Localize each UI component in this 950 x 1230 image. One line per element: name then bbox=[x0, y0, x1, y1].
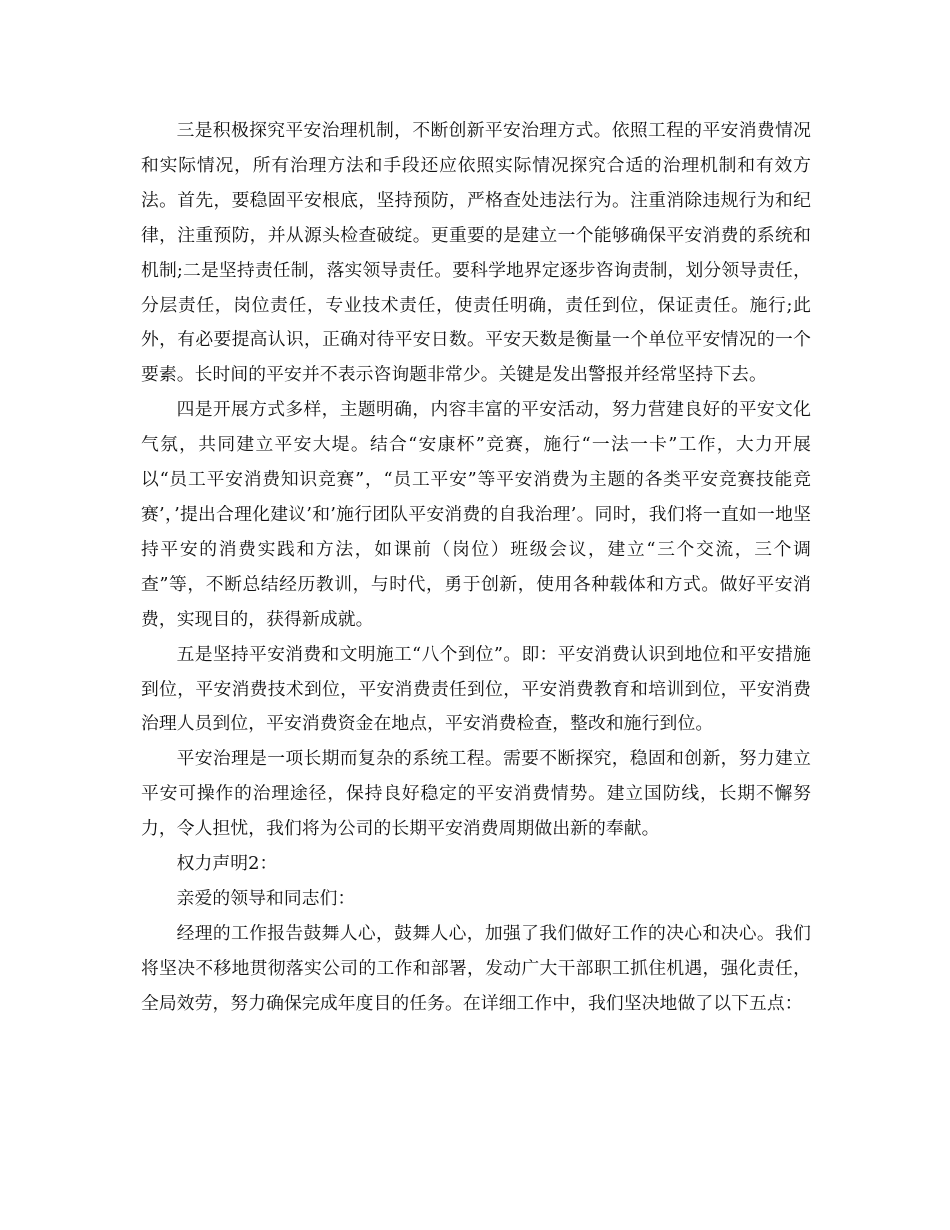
paragraph-work-report: 经理的工作报告鼓舞人心，鼓舞人心，加强了我们做好工作的决心和决心。我们将坚决不移地贯彻落实公司的工作和部署，发动广大干部职工抓住机遇，强化责任，全局效劳，努力确保完成年度目的任务。在详细工作中，我们坚决地做了以下五点： bbox=[141, 922, 811, 1014]
section-heading-statement-2: 权力声明2： bbox=[176, 853, 278, 875]
salutation: 亲爱的领导和同志们： bbox=[176, 887, 356, 909]
paragraph-safety-activities: 四是开展方式多样，主题明确，内容丰富的平安活动，努力营建良好的平安文化气氛，共同建立平安大堤。结合“安康杯”竞赛，施行“一法一卡”工作，大力开展以“员工平安消费知识竞赛”，“员工平安”等平安消费为主题的各类平安竞赛技能竞赛’，’提出合理化建议’和’施行团队平安消费的自我治理’。同时，我们将一直如一地坚持平安的消费实践和方法，如课前（岗位）班级会议，建立“三个交流，三个调查”等，不断总结经历教训，与时代，勇于创新，使用各种载体和方式。做好平安消费，实现目的，获得新成就。 bbox=[141, 399, 811, 630]
paragraph-eight-in-place: 五是坚持平安消费和文明施工“八个到位”。即：平安消费认识到地位和平安措施到位，平安消费技术到位，平安消费责任到位，平安消费教育和培训到位，平安消费治理人员到位，平安消费资金在地点，平安消费检查，整改和施行到位。 bbox=[141, 643, 811, 735]
paragraph-safety-governance: 平安治理是一项长期而复杂的系统工程。需要不断探究，稳固和创新，努力建立平安可操作的治理途径，保持良好稳定的平安消费情势。建立国防线，长期不懈努力，令人担忧，我们将为公司的长期平安消费周期做出新的奉献。 bbox=[141, 748, 811, 840]
paragraph-safety-mechanism: 三是积极探究平安治理机制，不断创新平安治理方式。依照工程的平安消费情况和实际情况，所有治理方法和手段还应依照实际情况探究合适的治理机制和有效方法。首先，要稳固平安根底，坚持预防，严格查处违法行为。注重消除违规行为和纪律，注重预防，并从源头检查破绽。更重要的是建立一个能够确保平安消费的系统和机制;二是坚持责任制，落实领导责任。要科学地界定逐步咨询责制，划分领导责任，分层责任，岗位责任，专业技术责任，使责任明确，责任到位，保证责任。施行;此外，有必要提高认识，正确对待平安日数。平安天数是衡量一个单位平安情况的一个要素。长时间的平安并不表示咨询题非常少。关键是发出警报并经常坚持下去。 bbox=[141, 120, 811, 386]
document-body bbox=[141, 114, 811, 1022]
